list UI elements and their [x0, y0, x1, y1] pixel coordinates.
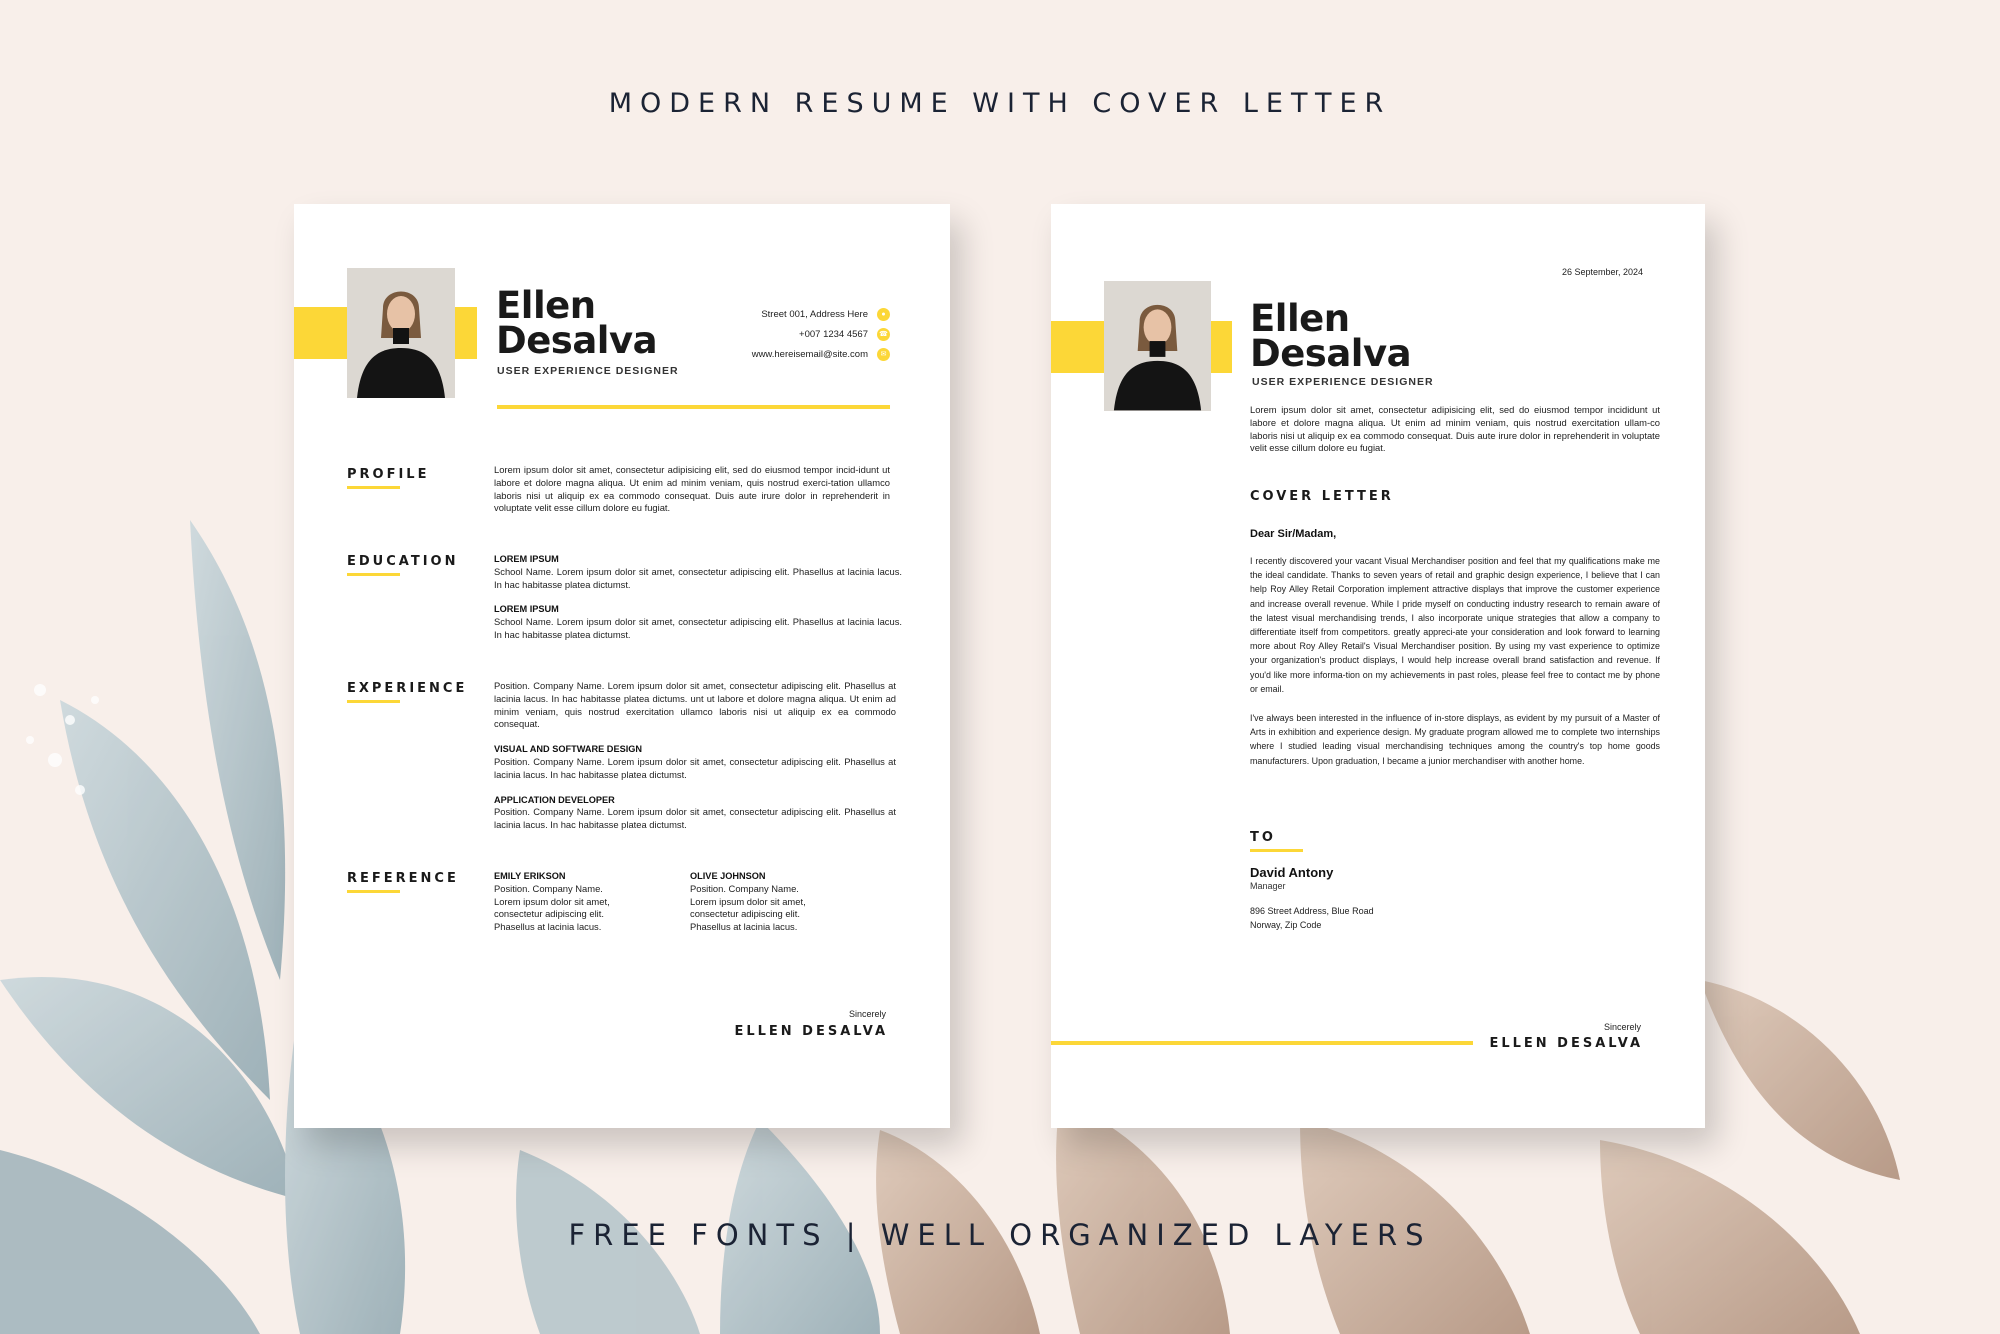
experience-text: Position. Company Name. Lorem ipsum dolor sit amet, consectetur adipiscing elit. Phasellus at lacinia lacus. In hac habitasse platea dictumst.: [494, 806, 896, 831]
contact-email[interactable]: [670, 344, 890, 364]
first-name: Ellen: [1250, 297, 1350, 340]
reference-line: Phasellus at lacinia lacus.: [690, 921, 798, 933]
section-underline: [347, 486, 400, 489]
education-item: [494, 603, 902, 641]
signature-name: ELLEN DESALVA: [1489, 1036, 1643, 1051]
recipient-name: David Antony: [1250, 865, 1334, 880]
greeting: Dear Sir/Madam,: [1250, 528, 1337, 540]
education-heading: LOREM IPSUM: [494, 604, 559, 615]
recipient-role: Manager: [1250, 881, 1286, 891]
resume-page: [294, 204, 950, 1128]
cover-letter-section-title: COVER LETTER: [1250, 489, 1394, 504]
contact-address-text: Street 001, Address Here: [761, 308, 868, 320]
banner-title: MODERN RESUME WITH COVER LETTER: [608, 88, 1392, 119]
education-text: School Name. Lorem ipsum dolor sit amet, consectetur adipiscing elit. Phasellus at lacinia lacus. In hac habitasse platea dictumst.: [494, 565, 902, 590]
last-name: Desalva: [496, 319, 658, 362]
section-underline: [347, 700, 400, 703]
experience-section-title: EXPERIENCE: [347, 681, 468, 696]
location-icon: ●: [877, 308, 890, 321]
reference-item: [690, 870, 880, 934]
email-icon: ✉: [877, 348, 890, 361]
experience-text: Position. Company Name. Lorem ipsum dolor sit amet, consectetur adipiscing elit. Phasellus at lacinia lacus. In hac habitasse platea dictumst.: [494, 755, 896, 780]
phone-icon: ☎: [877, 328, 890, 341]
experience-item: [494, 680, 896, 731]
contact-list: [670, 304, 890, 364]
experience-item: [494, 794, 896, 832]
reference-line: Lorem ipsum dolor sit amet,: [690, 895, 806, 907]
recipient-address: [1250, 904, 1374, 932]
education-section-title: EDUCATION: [347, 554, 459, 569]
cover-name: [1250, 297, 1412, 375]
education-text: School Name. Lorem ipsum dolor sit amet, consectetur adipiscing elit. Phasellus at lacinia lacus. In hac habitasse platea dictumst.: [494, 616, 902, 640]
experience-list: [494, 680, 896, 844]
contact-phone: [670, 324, 890, 344]
cover-paragraph-1: I recently discovered your vacant Visual Merchandiser position and feel that my qualifications make me the ideal candidate. Thanks to seven years of retail and graphic design experience, I believe that I can help Roy Alley Retail Corporation implement attractive displays that improve the customer experience and increase overall revenue. While I pride myself on conducting industry research to remain aware of the latest visual merchandising trends, I also incorporate unique strategies that allow a company to differentiate itself from competitors. greatly appreci-ate your consideration and look forward to learning more about Roy Alley Retail's Visual Merchandiser position. By using my vast experience to optimize your organization's product displays, I would help increase overall brand satisfaction and revenue. If you'd like more informa-tion on my achievements in past roles, please feel free to contact me by phone or email.: [1250, 556, 1660, 694]
address-line-1: 896 Street Address, Blue Road: [1250, 906, 1374, 916]
reference-section-title: REFERENCE: [347, 871, 459, 886]
cover-letter-page: [1051, 204, 1705, 1128]
job-title: USER EXPERIENCE DESIGNER: [1252, 376, 1434, 388]
last-name: Desalva: [1250, 332, 1412, 375]
experience-heading: VISUAL AND SOFTWARE DESIGN: [494, 744, 643, 755]
footer-divider: [1051, 1041, 1473, 1045]
contact-email-text[interactable]: www.hereisemail@site.com: [751, 348, 868, 360]
reference-line: consectetur adipiscing elit.: [494, 908, 604, 920]
section-underline: [347, 890, 400, 893]
contact-phone-text: +007 1234 4567: [799, 328, 868, 340]
banner-subtitle: FREE FONTS | WELL ORGANIZED LAYERS: [568, 1218, 1432, 1252]
sincerely-label: Sincerely: [848, 1009, 886, 1019]
letter-date: 26 September, 2024: [1561, 267, 1643, 277]
profile-text: Lorem ipsum dolor sit amet, consectetur adipisicing elit, sed do eiusmod tempor incid-idunt ut labore et dolore magna aliqua. Ut enim ad minim veniam, quis nostrud exerci-tation ullamco laboris nisi ut aliquip ex ea commodo consequat. Duis aute irure dolor in reprehenderit in voluptate velit esse cillum dolore eu fugiat.: [494, 464, 890, 514]
address-line-2: Norway, Zip Code: [1250, 920, 1322, 930]
reference-item: [494, 870, 684, 934]
reference-line: consectetur adipiscing elit.: [690, 908, 800, 920]
reference-line: Phasellus at lacinia lacus.: [494, 921, 602, 933]
reference-line: Lorem ipsum dolor sit amet,: [494, 895, 610, 907]
experience-item: [494, 743, 896, 781]
experience-text: Position. Company Name. Lorem ipsum dolor sit amet, consectetur adipiscing elit. Phasellus at lacinia lacus. In hac habitasse platea dictums. unt ut labore et dolore magna aliqua. Ut enim ad minim veniam, quis nostrud exercitation ullamco laboris nisi ut aliquip ex ea commodo consequat.: [494, 680, 896, 730]
contact-address: [670, 304, 890, 324]
education-list: [494, 553, 902, 654]
profile-photo: [1104, 281, 1211, 411]
section-underline: [347, 573, 400, 576]
cover-paragraph-2: I've always been interested in the influence of in-store displays, as evident by my pursuit of a Master of Arts in exhibition and experience design. My graduate program allowed me to complete two internships where I studied leading visual merchandising techniques among the country's top home goods manufacturers. Upon graduation, I became a junior merchandiser with another home.: [1250, 713, 1660, 766]
reference-name: EMILY ERIKSON: [494, 871, 566, 881]
signature-name: ELLEN DESALVA: [734, 1024, 888, 1039]
header-divider: [497, 405, 890, 409]
section-underline: [1250, 849, 1303, 852]
job-title: USER EXPERIENCE DESIGNER: [497, 365, 679, 377]
experience-heading: APPLICATION DEVELOPER: [494, 794, 615, 805]
profile-section-title: PROFILE: [347, 467, 430, 482]
to-section-title: TO: [1250, 830, 1276, 845]
reference-line: Position. Company Name.: [690, 882, 799, 894]
reference-line: Position. Company Name.: [494, 882, 603, 894]
resume-name: [496, 284, 658, 362]
education-item: [494, 553, 902, 591]
sincerely-label: Sincerely: [1603, 1022, 1641, 1032]
portrait-image: [347, 268, 455, 398]
profile-photo: [347, 268, 455, 398]
portrait-image: [1104, 281, 1211, 411]
education-heading: LOREM IPSUM: [494, 554, 559, 564]
reference-name: OLIVE JOHNSON: [690, 871, 766, 881]
cover-intro: Lorem ipsum dolor sit amet, consectetur adipisicing elit, sed do eiusmod tempor incididunt ut labore et dolore magna aliqua. Ut enim ad minim veniam, quis nostrud exercitation ullam-co laboris nisi ut aliquip ex ea commodo consequat. Duis aute irure dolor in reprehenderit in voluptate velit esse cillum dolore eu fugiat.: [1250, 404, 1660, 454]
first-name: Ellen: [496, 284, 596, 327]
